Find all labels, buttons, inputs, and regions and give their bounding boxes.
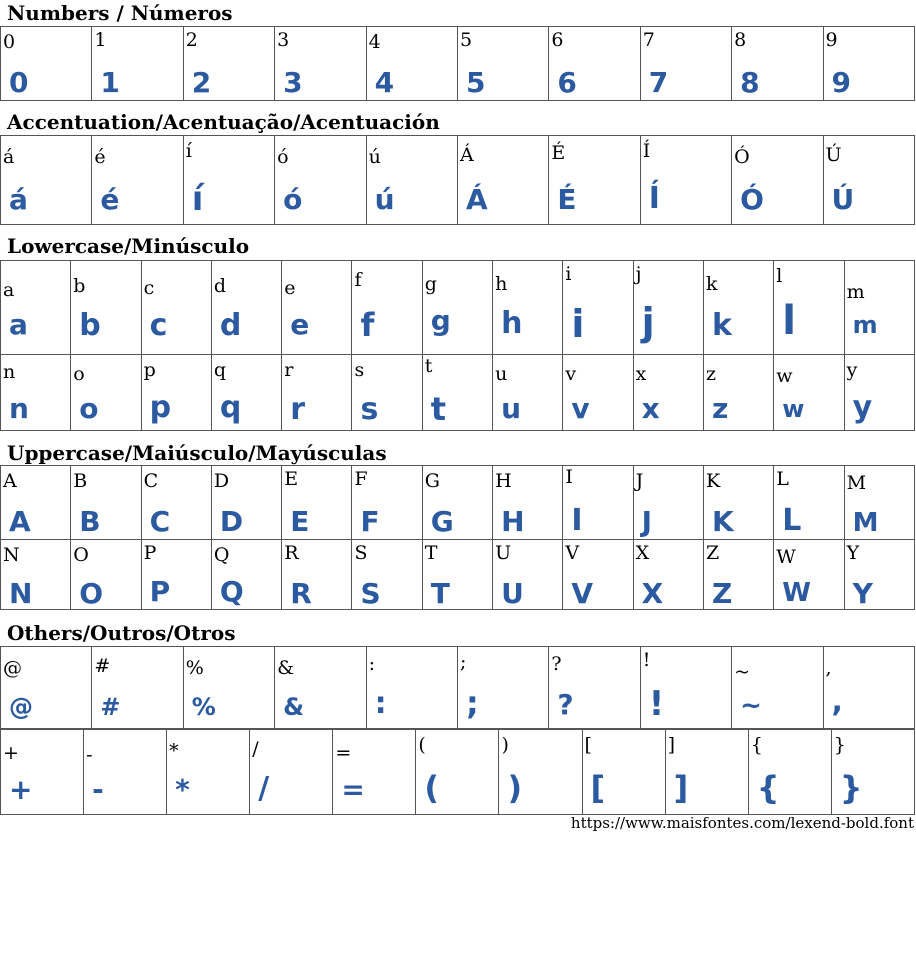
glyph-label: l (776, 265, 783, 287)
glyph-cell (703, 355, 773, 431)
glyph-sample: ( (424, 769, 440, 807)
glyph-cell (422, 261, 492, 355)
glyph-label: F (354, 468, 368, 490)
section-title-numbers: Numbers / Números (7, 1, 233, 25)
glyph-cell (250, 730, 333, 815)
glyph-label: X (635, 542, 650, 564)
glyph-cell (703, 466, 773, 540)
glyph-cell (823, 27, 914, 101)
glyph-cell (141, 540, 211, 610)
glyph-cell (457, 136, 548, 225)
glyph-label: E (284, 468, 299, 490)
glyph-label: c (143, 277, 155, 299)
glyph-sample: b (79, 308, 101, 343)
glyph-sample: { (756, 769, 780, 807)
glyph-label: / (252, 738, 259, 760)
glyph-cell (275, 647, 366, 729)
glyph-cell (633, 466, 703, 540)
glyph-cell (183, 647, 274, 729)
glyph-sample: Á (465, 183, 488, 216)
glyph-sample: % (191, 693, 216, 721)
glyph-label: k (705, 273, 718, 295)
glyph-label: ( (418, 734, 426, 756)
glyph-sample: g (430, 304, 451, 337)
glyph-sample: - (92, 773, 104, 806)
glyph-sample: o (79, 392, 99, 425)
glyph-label: O (73, 544, 89, 566)
glyph-cell (211, 540, 281, 610)
glyph-label: n (3, 361, 16, 383)
glyph-label: + (3, 742, 19, 764)
glyph-sample: , (831, 684, 843, 719)
glyph-label: } (833, 734, 846, 756)
glyph-label: S (354, 542, 368, 564)
glyph-label: v (565, 363, 577, 385)
glyph-cell (211, 466, 281, 540)
glyph-label: z (705, 363, 716, 385)
glyph-cell (422, 540, 492, 610)
glyph-label: M (846, 472, 867, 494)
glyph-sample: & (283, 693, 305, 721)
glyph-label: 5 (459, 29, 473, 51)
glyph-label: Í (642, 140, 651, 162)
glyph-label: P (143, 542, 157, 564)
glyph-label: D (213, 470, 230, 492)
glyph-cell (141, 355, 211, 431)
glyph-sample: I (571, 503, 583, 538)
section-title-lowercase: Lowercase/Minúsculo (7, 234, 250, 258)
glyph-cell (563, 466, 633, 540)
glyph-label: é (94, 146, 106, 168)
glyph-sample: Y (852, 577, 873, 610)
glyph-cell (493, 540, 563, 610)
glyph-label: { (750, 734, 763, 756)
glyph-cell (823, 136, 914, 225)
glyph-cell (831, 730, 914, 815)
glyph-cell (92, 27, 183, 101)
glyph-sample: M (852, 508, 879, 538)
glyph-sample: é (100, 183, 120, 216)
glyph-cell (422, 355, 492, 431)
glyph-label: ? (551, 653, 562, 675)
glyph-label: R (284, 542, 299, 564)
glyph-label: = (335, 742, 352, 764)
glyph-cell (563, 355, 633, 431)
glyph-label: A (3, 470, 17, 492)
glyph-cell (366, 136, 457, 225)
glyph-sample: z (711, 392, 729, 425)
glyph-sample: L (782, 503, 802, 538)
glyph-cell (1, 27, 92, 101)
glyph-cell (774, 466, 844, 540)
glyph-label: N (3, 544, 20, 566)
glyph-sample: l (782, 298, 796, 344)
uppercase-grid (0, 465, 915, 610)
glyph-cell (457, 647, 548, 729)
glyph-label: V (565, 542, 580, 564)
glyph-label: x (635, 363, 647, 385)
glyph-cell (582, 730, 665, 815)
glyph-sample: 2 (191, 66, 212, 99)
glyph-cell (844, 466, 914, 540)
glyph-cell (92, 647, 183, 729)
glyph-sample: f (360, 306, 375, 344)
glyph-label: % (185, 657, 204, 679)
glyph-cell (1, 730, 84, 815)
glyph-label: i (565, 263, 572, 285)
glyph-cell (640, 647, 731, 729)
glyph-sample: q (219, 390, 242, 425)
glyph-cell (633, 355, 703, 431)
glyph-label: p (143, 359, 156, 381)
glyph-sample: i (571, 302, 585, 346)
glyph-cell (1, 355, 71, 431)
glyph-sample: í (191, 179, 204, 219)
glyph-cell (1, 647, 92, 729)
glyph-sample: ] (673, 769, 689, 807)
glyph-label: , (825, 657, 832, 679)
glyph-cell (71, 466, 141, 540)
glyph-cell (167, 730, 250, 815)
glyph-cell (422, 466, 492, 540)
glyph-label: ~ (734, 661, 751, 683)
glyph-sample: F (360, 505, 380, 538)
glyph-label: T (424, 542, 438, 564)
glyph-sample: J (641, 505, 653, 538)
glyph-cell (563, 540, 633, 610)
others-grid-row2 (0, 729, 915, 815)
glyph-cell (549, 136, 640, 225)
glyph-sample: ? (557, 688, 574, 721)
glyph-sample: á (9, 183, 28, 216)
glyph-sample: ; (465, 684, 479, 722)
glyph-label: H (495, 470, 512, 492)
glyph-cell (352, 261, 422, 355)
glyph-sample: * (175, 773, 190, 806)
glyph-label: W (776, 546, 796, 568)
glyph-sample: h (501, 306, 523, 341)
glyph-label: f (354, 269, 362, 291)
glyph-sample: 4 (374, 66, 395, 99)
glyph-label: 4 (368, 31, 381, 53)
glyph-cell (844, 261, 914, 355)
glyph-label: ) (501, 734, 509, 756)
glyph-cell (844, 540, 914, 610)
glyph-label: [ (584, 734, 592, 756)
glyph-label: É (551, 142, 566, 164)
glyph-cell (640, 27, 731, 101)
glyph-sample: ú (374, 183, 395, 216)
glyph-label: 0 (3, 31, 16, 53)
glyph-sample: x (641, 392, 660, 425)
glyph-sample: Í (648, 181, 660, 216)
glyph-cell (352, 466, 422, 540)
glyph-cell (71, 540, 141, 610)
glyph-sample: 9 (831, 66, 851, 99)
glyph-sample: : (374, 686, 387, 721)
glyph-sample: 5 (465, 66, 486, 99)
glyph-sample: N (9, 577, 33, 610)
glyph-label: @ (3, 657, 22, 679)
glyph-cell (275, 136, 366, 225)
glyph-cell (493, 261, 563, 355)
glyph-sample: d (219, 308, 242, 343)
glyph-cell (282, 261, 352, 355)
glyph-label: w (776, 365, 793, 387)
glyph-cell (352, 540, 422, 610)
glyph-sample: ) (507, 769, 523, 807)
glyph-label: g (424, 273, 437, 295)
glyph-cell (774, 540, 844, 610)
glyph-label: e (284, 277, 296, 299)
glyph-label: r (284, 359, 294, 381)
glyph-label: J (635, 470, 644, 492)
glyph-sample: n (9, 392, 29, 425)
glyph-sample: ó (283, 183, 303, 216)
glyph-sample: 1 (100, 66, 120, 99)
glyph-cell (732, 136, 823, 225)
glyph-cell (549, 27, 640, 101)
glyph-label: h (495, 273, 508, 295)
glyph-cell (844, 355, 914, 431)
glyph-label: 3 (277, 29, 290, 51)
glyph-sample: V (571, 577, 594, 610)
glyph-cell (1, 261, 71, 355)
glyph-sample: H (501, 505, 525, 538)
glyph-sample: E (290, 505, 310, 538)
glyph-label: : (368, 653, 375, 675)
glyph-cell (499, 730, 582, 815)
glyph-cell (92, 136, 183, 225)
glyph-label: # (94, 655, 111, 677)
glyph-cell (748, 730, 831, 815)
glyph-cell (366, 27, 457, 101)
glyph-cell (732, 647, 823, 729)
glyph-sample: O (79, 577, 104, 610)
glyph-label: C (143, 470, 159, 492)
glyph-sample: + (9, 773, 33, 806)
glyph-label: 9 (825, 29, 838, 51)
glyph-sample: Z (711, 577, 733, 610)
glyph-label: 2 (185, 29, 198, 51)
glyph-sample: É (557, 183, 577, 216)
glyph-cell (211, 355, 281, 431)
glyph-cell (640, 136, 731, 225)
glyph-sample: = (341, 773, 365, 806)
glyph-label: d (213, 275, 227, 297)
glyph-label: * (169, 740, 179, 762)
glyph-sample: k (711, 308, 732, 343)
glyph-cell (275, 27, 366, 101)
glyph-cell (84, 730, 167, 815)
glyph-sample: } (839, 769, 863, 807)
glyph-sample: p (149, 390, 172, 425)
glyph-cell (774, 355, 844, 431)
glyph-cell (183, 27, 274, 101)
glyph-label: 6 (551, 29, 564, 51)
glyph-label: ú (368, 146, 381, 168)
glyph-sample: P (149, 575, 171, 608)
glyph-label: I (565, 466, 573, 488)
glyph-cell (1, 136, 92, 225)
glyph-cell (141, 261, 211, 355)
glyph-label: Ó (734, 146, 750, 168)
glyph-cell (563, 261, 633, 355)
glyph-sample: R (290, 577, 312, 610)
glyph-label: q (213, 359, 227, 381)
glyph-cell (493, 466, 563, 540)
glyph-label: - (86, 744, 93, 766)
glyph-label: ó (277, 146, 289, 168)
glyph-cell (665, 730, 748, 815)
glyph-label: Ú (825, 144, 842, 166)
glyph-sample: [ (590, 769, 606, 807)
glyph-label: m (846, 281, 865, 303)
glyph-label: t (424, 355, 433, 377)
glyph-sample: Q (219, 575, 244, 608)
source-url-link[interactable]: https://www.maisfontes.com/lexend-bold.font (570, 814, 914, 832)
glyph-cell (71, 261, 141, 355)
glyph-sample: w (782, 395, 805, 423)
glyph-cell (1, 466, 71, 540)
glyph-label: Y (846, 542, 860, 564)
glyph-label: Á (459, 144, 474, 166)
glyph-label: b (73, 275, 86, 297)
glyph-cell (352, 355, 422, 431)
glyph-sample: G (430, 505, 454, 538)
glyph-label: j (635, 263, 642, 285)
lowercase-grid (0, 260, 915, 431)
glyph-cell (703, 540, 773, 610)
glyph-label: 8 (734, 29, 747, 51)
glyph-cell (211, 261, 281, 355)
glyph-cell (416, 730, 499, 815)
glyph-label: s (354, 359, 365, 381)
glyph-label: o (73, 363, 85, 385)
glyph-label: L (776, 468, 789, 490)
glyph-sample: ! (648, 684, 665, 724)
glyph-sample: e (290, 308, 310, 341)
glyph-label: U (495, 542, 512, 564)
accents-grid (0, 135, 915, 225)
glyph-sample: v (571, 392, 590, 425)
numbers-grid (0, 26, 915, 101)
glyph-sample: D (219, 505, 244, 538)
glyph-cell (1, 540, 71, 610)
glyph-cell (333, 730, 416, 815)
glyph-sample: S (360, 577, 381, 610)
glyph-sample: X (641, 577, 664, 610)
glyph-sample: # (100, 693, 121, 721)
glyph-label: ] (667, 734, 676, 756)
glyph-sample: W (782, 578, 811, 608)
glyph-sample: Ó (740, 183, 764, 216)
section-title-uppercase: Uppercase/Maiúsculo/Mayúsculas (7, 441, 387, 465)
glyph-cell (774, 261, 844, 355)
glyph-label: K (705, 470, 721, 492)
glyph-sample: t (430, 390, 447, 428)
glyph-sample: B (79, 505, 101, 538)
glyph-sample: @ (9, 693, 33, 721)
glyph-cell (549, 647, 640, 729)
others-grid-row1 (0, 646, 915, 729)
glyph-sample: 0 (9, 66, 29, 99)
glyph-cell (183, 136, 274, 225)
glyph-sample: ~ (740, 691, 762, 721)
glyph-sample: T (430, 577, 450, 610)
glyph-label: & (277, 657, 295, 679)
glyph-sample: m (852, 311, 878, 339)
glyph-cell (71, 355, 141, 431)
glyph-cell (633, 261, 703, 355)
glyph-sample: u (501, 392, 522, 425)
glyph-cell (282, 466, 352, 540)
section-title-others: Others/Outros/Otros (7, 621, 236, 645)
glyph-cell (732, 27, 823, 101)
glyph-sample: Ú (831, 183, 855, 216)
glyph-label: á (3, 146, 15, 168)
glyph-cell (282, 355, 352, 431)
glyph-sample: r (290, 392, 305, 427)
glyph-sample: C (149, 505, 171, 538)
glyph-cell (282, 540, 352, 610)
glyph-label: u (495, 363, 508, 385)
glyph-sample: 6 (557, 66, 577, 99)
glyph-cell (703, 261, 773, 355)
glyph-sample: 3 (283, 66, 303, 99)
glyph-label: Z (705, 542, 720, 564)
glyph-sample: s (360, 392, 379, 427)
glyph-label: 1 (94, 29, 107, 51)
glyph-label: ; (459, 651, 467, 673)
glyph-cell (366, 647, 457, 729)
glyph-label: B (73, 470, 88, 492)
glyph-sample: / (258, 771, 270, 806)
glyph-label: a (3, 279, 15, 301)
glyph-label: y (846, 359, 858, 381)
glyph-sample: c (149, 308, 168, 343)
glyph-label: Q (213, 544, 230, 566)
glyph-sample: K (711, 505, 734, 538)
glyph-sample: A (9, 505, 31, 538)
glyph-sample: y (852, 390, 873, 425)
glyph-cell (457, 27, 548, 101)
glyph-cell (823, 647, 914, 729)
glyph-sample: a (9, 308, 28, 341)
glyph-sample: U (501, 577, 524, 610)
glyph-label: 7 (642, 29, 655, 51)
glyph-sample: 8 (740, 66, 760, 99)
glyph-label: í (185, 140, 192, 162)
section-title-accents: Accentuation/Acentuação/Acentuación (7, 110, 440, 134)
glyph-sample: j (641, 300, 655, 344)
glyph-cell (633, 540, 703, 610)
glyph-cell (493, 355, 563, 431)
glyph-sample: 7 (648, 66, 669, 99)
glyph-label: ! (642, 649, 651, 671)
glyph-label: G (424, 470, 440, 492)
glyph-cell (141, 466, 211, 540)
